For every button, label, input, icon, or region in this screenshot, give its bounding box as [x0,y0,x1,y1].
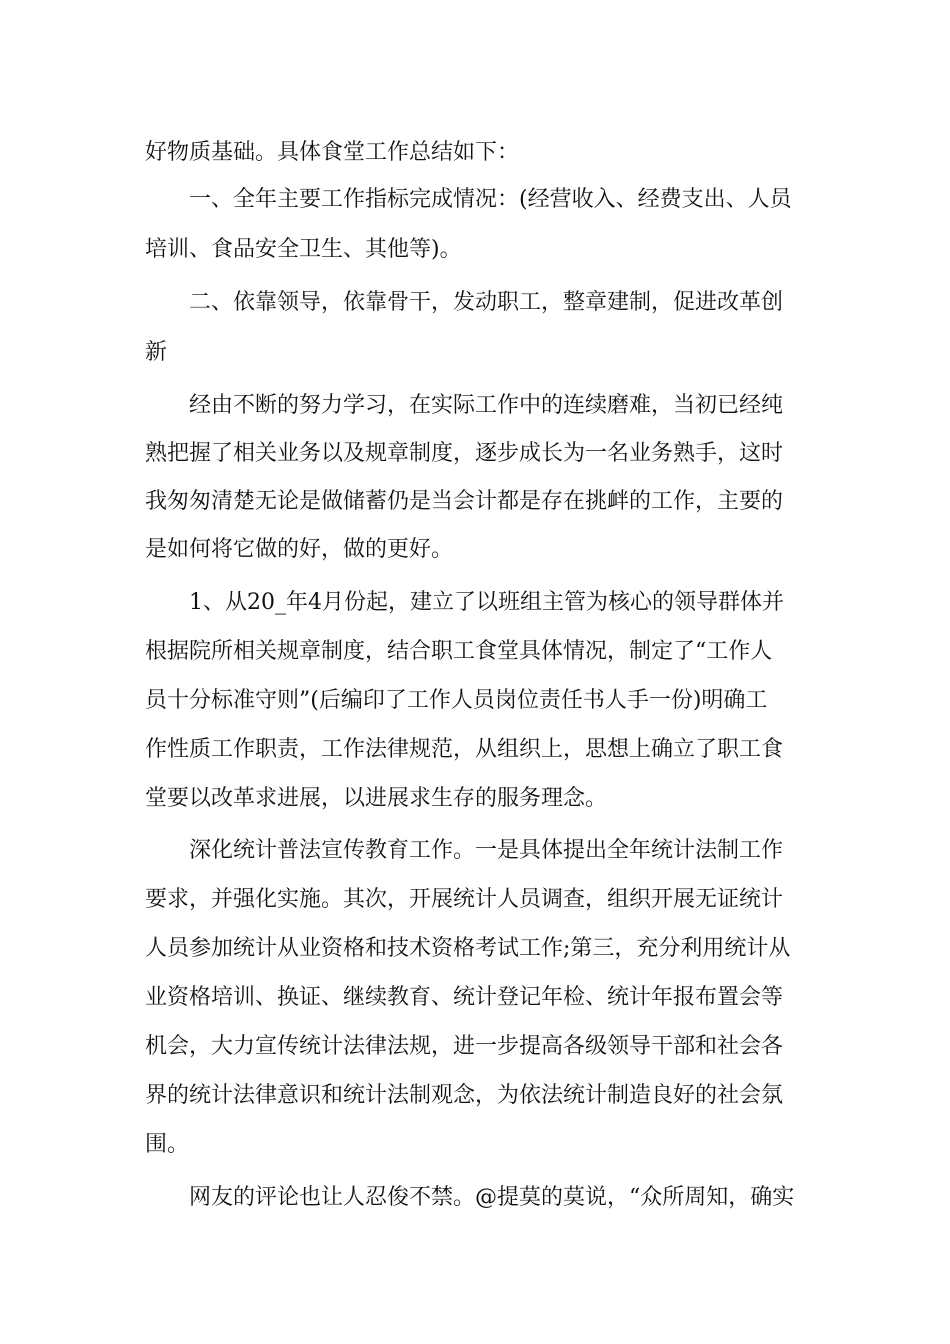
text-line: 机会，大力宣传统计法律法规，进一步提高各级领导干部和社会各 [145,1034,784,1059]
text-line: 网友的评论也让人忍俊不禁。@提莫的莫说，“众所周知，确实 [189,1185,795,1210]
text-line: 经由不断的努力学习，在实际工作中的连续磨难，当初已经纯 [189,393,784,418]
text-line: 培训、食品安全卫生、其他等)。 [145,237,462,262]
text-line: 一、全年主要工作指标完成情况：(经营收入、经费支出、人员 [189,187,792,212]
text-line: 要求，并强化实施。其次，开展统计人员调查，组织开展无证统计 [145,887,784,912]
text-line: 业资格培训、换证、继续教育、统计登记年检、统计年报布置会等 [145,985,784,1010]
text-line: 界的统计法律意识和统计法制观念，为依法统计制造良好的社会氛 [145,1083,784,1108]
text-line: 1、从20_年4月份起，建立了以班组主管为核心的领导群体并 [189,590,784,615]
text-line: 作性质工作职责，工作法律规范，从组织上，思想上确立了职工食 [145,737,784,762]
text-line: 深化统计普法宣传教育工作。一是具体提出全年统计法制工作 [189,838,784,863]
text-line: 熟把握了相关业务以及规章制度，逐步成长为一名业务熟手，这时 [145,441,784,466]
text-line: 好物质基础。具体食堂工作总结如下： [145,140,520,165]
text-line: 员十分标准守则”(后编印了工作人员岗位责任书人手一份)明确工 [145,688,768,713]
text-line: 我匆匆清楚无论是做储蓄仍是当会计都是存在挑衅的工作，主要的 [145,489,784,514]
text-line: 新 [145,340,168,365]
text-line: 根据院所相关规章制度，结合职工食堂具体情况，制定了“工作人 [145,639,773,664]
text-line: 围。 [145,1132,190,1157]
text-line: 人员参加统计从业资格和技术资格考试工作;第三，充分利用统计从 [145,936,791,961]
text-line: 二、依靠领导，依靠骨干，发动职工，整章建制，促进改革创 [189,290,784,315]
text-line: 堂要以改革求进展，以进展求生存的服务理念。 [145,786,608,811]
text-line: 是如何将它做的好，做的更好。 [145,537,454,562]
